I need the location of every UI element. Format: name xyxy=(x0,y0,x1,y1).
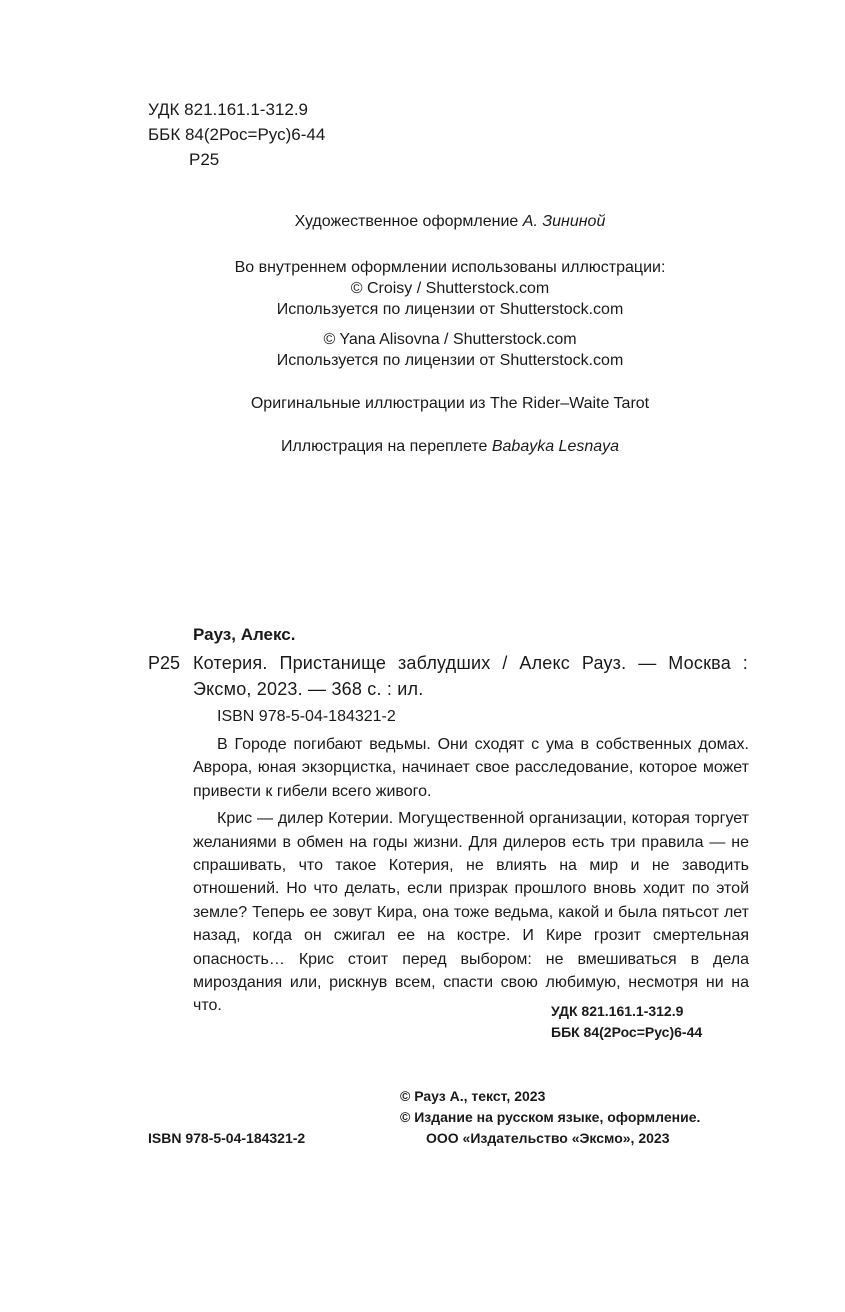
bibliographic-title: Котерия. Пристанище заблудших / Алекс Рауз. — Москва : Эксмо, 2023. — 368 с. : ил. xyxy=(193,653,748,699)
cover-credit xyxy=(0,436,845,457)
isbn: ISBN 978-5-04-184321-2 xyxy=(217,708,396,725)
cover-artist: Babayka Lesnaya xyxy=(491,438,620,455)
udk-code-footer: УДК 821.161.1-312.9 xyxy=(551,1003,684,1019)
original-illustrations-credit xyxy=(0,393,845,414)
design-name: А. Зининой xyxy=(522,213,606,230)
copyright-block xyxy=(400,1086,700,1149)
bbk-code: ББК 84(2Рос=Рус)6-44 xyxy=(148,125,326,144)
classification-header xyxy=(148,97,325,172)
illustrations-source-1: © Croisy / Shutterstock.com xyxy=(350,280,550,297)
author-name: Рауз, Алекс. xyxy=(193,625,296,644)
illustrations-credit-2 xyxy=(0,329,845,371)
cover-label: Иллюстрация на переплете xyxy=(280,438,492,455)
copyright-edition: © Издание на русском языке, оформление. xyxy=(400,1109,701,1125)
original-illustrations-text: Оригинальные иллюстрации из The Rider–Waite Tarot xyxy=(250,395,650,412)
design-credit xyxy=(0,211,845,232)
license-note-1: Используется по лицензии от Shutterstock.com xyxy=(276,301,624,318)
illustrations-source-2: © Yana Alisovna / Shutterstock.com xyxy=(323,331,577,348)
isbn-footer: ISBN 978-5-04-184321-2 xyxy=(148,1130,306,1146)
author-mark: Р25 xyxy=(189,150,220,169)
copyright-text: © Рауз А., текст, 2023 xyxy=(400,1088,546,1104)
annotation-paragraph: В Городе погибают ведьмы. Они сходят с ума в собственных домах. Аврора, юная экзорцистка, начинает свое расследование, которое может привести к гибели всего живого. xyxy=(193,736,749,800)
license-note-2: Используется по лицензии от Shutterstock.com xyxy=(276,352,624,369)
bibliographic-code: Р25 xyxy=(148,653,181,673)
copyright-publisher: ООО «Издательство «Эксмо», 2023 xyxy=(426,1130,670,1146)
design-label: Художественное оформление xyxy=(294,213,523,230)
udk-code: УДК 821.161.1-312.9 xyxy=(148,100,309,119)
classification-footer xyxy=(551,1001,702,1043)
illustrations-credit-1 xyxy=(0,257,845,320)
annotation-paragraph: Крис — дилер Котерии. Могущественной организации, которая торгует желаниями в обмен на годы жизни. Для дилеров есть три правила — не спрашивать, что такое Котерия, не влиять на мир и не заводить отношений. Но что делать, если призрак прошлого вновь ходит по этой земле? Теперь ее зовут Кира, она тоже ведьма, какой и была пятьсот лет назад, когда он сжигал ее на костре. И Кире грозит смертельная опасность… Крис стоит перед выбором: не вмешиваться в дела мироздания или, рискнув всем, спасти свою любимую, несмотря ни на что. xyxy=(193,810,749,1015)
annotation xyxy=(193,733,749,1018)
illustrations-intro: Во внутреннем оформлении использованы иллюстрации: xyxy=(234,259,666,276)
bbk-code-footer: ББК 84(2Рос=Рус)6-44 xyxy=(551,1024,703,1040)
